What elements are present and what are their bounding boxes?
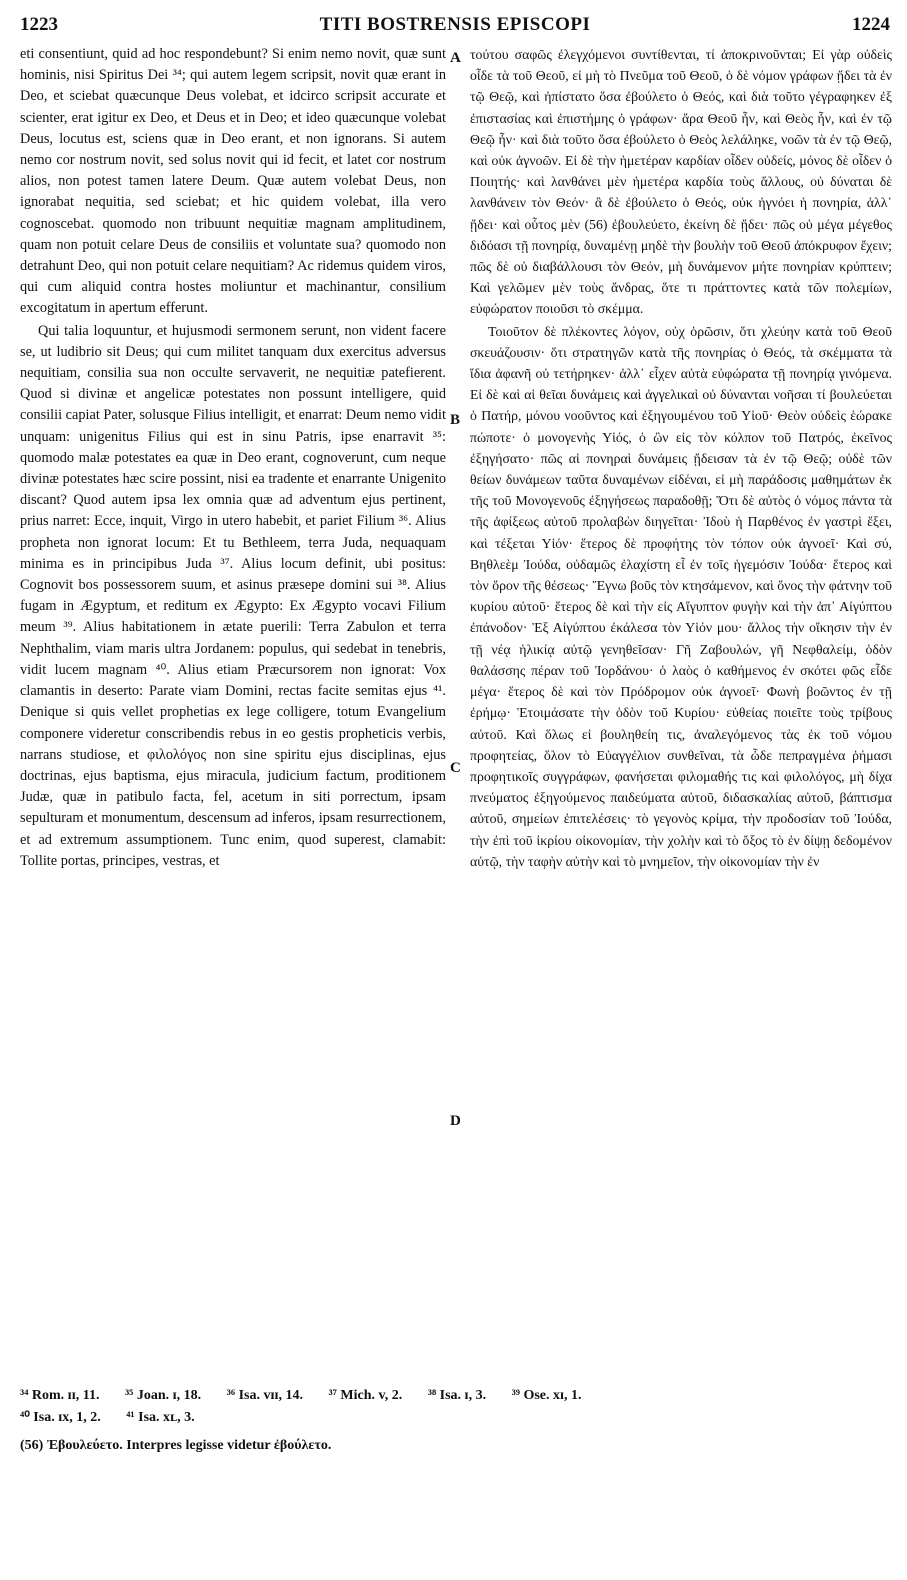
page-number-right: 1224 bbox=[852, 14, 890, 35]
footnote-35: ³⁵ Joan. ɪ, 18. bbox=[124, 1388, 202, 1403]
margin-marker-a: A bbox=[450, 50, 461, 66]
footnote-37: ³⁷ Mich. v, 2. bbox=[328, 1388, 403, 1403]
running-title: TITI BOSTRENSIS EPISCOPI bbox=[319, 14, 591, 35]
footnotes bbox=[20, 1385, 890, 1429]
footnote-41: ⁴¹ Isa. xʟ, 3. bbox=[126, 1410, 195, 1425]
footnote-34: ³⁴ Rom. ɪɪ, 11. bbox=[20, 1388, 100, 1403]
greek-paragraph-2: Τοιοῦτον δὲ πλέκοντες λόγον, οὐχ ὁρῶσιν, ὅτι χλεύην κατὰ τοῦ Θεοῦ σκευάζουσιν· ὅτι στρατηγῶν κατὰ τῆς πονηρίας ὁ Θεός, τὰ σκέμματα τὰ ἴδια ἀφανῆ οὐ τετήρηκεν· ἀλλ᾽ εἶχεν αὐτὰ εὐφώρατα τῇ πονηρίᾳ γινόμενα. Εἰ δὲ καὶ αἱ θεῖαι δυνάμεις καὶ ἀγγελικαὶ οὐ δύνανται νοῆσαι τί βουλεύεται ὁ Πατήρ, μόνου νοοῦντος καὶ ἐξηγουμένου τοῦ Υἱοῦ· Θεὸν οὐδεὶς ἑώρακε πώποτε· ὁ μονογενὴς Υἱός, ὁ ὢν εἰς τὸν κόλπον τοῦ Πατρός, ἐκεῖνος ἐξηγήσατο· πῶς αἱ πονηραὶ δυνάμεις ᾔδεισαν τὰ ἐν τῷ Θεῷ; οὐδὲ τῶν θείων δυνάμεων ταῦτα δυναμένων εἰδέναι, εἰ μὴ παράδοσις μαθημάτων ἐκ τῆς τοῦ Μονογενοῦς ἐξηγήσεως παραδοθῇ; Ὅτι δὲ αὐτὸς ὁ νόμος πάντα τὰ τῆς ἀφίξεως αὐτοῦ προλαβὼν διηγεῖται· Ἰδοὺ ἡ Παρθένος ἐν γαστρὶ ἕξει, καὶ τέξεται Υἱόν· ἕτερος δὲ προφήτης τὸν τόπον οὐκ ἀγνοεῖ· Καὶ σύ, Βηθλεὲμ Ἰούδα, οὐδαμῶς ἐλαχίστη εἶ ἐν τοῖς ἡγεμόσιν Ἰούδα· ἕτερος καὶ τὸν ὅρον τῆς θέσεως· Ἔγνω βοῦς τὸν κτησάμενον, καὶ ὄνος τὴν φάτνην τοῦ κυρίου αὐτοῦ· ἕτερος δὲ καὶ τὴν εἰς Αἴγυπτον φυγὴν καὶ τὴν ἀπ᾽ Αἰγύπτου ἐπάνοδον· Ἐξ Αἰγύπτου ἐκάλεσα τὸν Υἱόν μου· ἄλλος τὴν οἴκησιν τὴν ἐν τῇ νέᾳ ἡλικίᾳ αὐτῷ γενηθεῖσαν· Γῆ Ζαβουλών, γῆ Νεφθαλείμ, ὁδὸν θαλάσσης πέραν τοῦ Ἰορδάνου· ὁ λαὸς ὁ καθήμενος ἐν σκότει φῶς εἶδε μέγα· ἕτερος δὲ καὶ τὸν Πρόδρομον οὐκ ἀγνοεῖ· Φωνὴ βοῶντος ἐν τῇ ἐρήμῳ· Ἑτοιμάσατε τὴν ὁδὸν τοῦ Κυρίου· εὐθείας ποιεῖτε τοὺς τρίβους αὐτοῦ. Καὶ ὅλως εἰ βουληθείη τις, ἀναλεγόμενος τὰς ἐκ τοῦ νόμου προφητείας, ὅλον τὸ Εὐαγγέλιον συνθεῖναι, τὰ ὧδε πεπραγμένα ῥήμασι προφητικοῖς συγγράφων, φανήσεται φιλομαθής τις καὶ φιλολόγος, μὴ δίχα πνεύματος ἐξηγούμενος παιδεύματα αὐτοῦ, διδασκαλίας αὐτοῦ, βάπτισμα αὐτοῦ, σημείων ἐπιτελέσεις· τὸ γεγονὸς κρίμα, τὴν προδοσίαν τοῦ Ἰούδα, τὴν ἐπὶ τοῦ ἰκρίου οἰκονομίαν, τὴν χολὴν καὶ τὸ ὄξος τὸ ἐν δίψῃ δεδομένον αὐτῷ, τὴν ταφὴν αὐτὴν καὶ τὸ μνημεῖον, τὴν οἰκονομίαν τὴν ἐν bbox=[470, 323, 892, 869]
footnote-36: ³⁶ Isa. vɪɪ, 14. bbox=[226, 1388, 304, 1403]
footnote-38: ³⁸ Isa. ɪ, 3. bbox=[427, 1388, 487, 1403]
margin-marker-b: B bbox=[450, 412, 461, 428]
footnote-row-2 bbox=[20, 1407, 890, 1429]
greek-paragraph-1: τούτου σαφῶς ἐλεγχόμενοι συντίθενται, τί ἀποκρινοῦνται; Εἰ γὰρ οὐδεὶς οἶδε τὰ τοῦ Θεοῦ, εἰ μὴ τὸ Πνεῦμα τοῦ Θεοῦ, ὁ δὲ νόμον γράφων ᾔδει τὰ ἐν τῷ Θεῷ, καὶ ἠπίστατο ὅσα ἐβούλετο ὁ Θεός, καὶ διὰ τοῦτο γέγραφηκεν ἐξ ἐπιστασίας καὶ ἐπιστήμης ὁ γράφων· ἄρα Θεοῦ ἦν, καὶ Θεὸς ἦν, καὶ ἐν τῷ Θεῷ ἦν· καὶ διὰ τοῦτο ὅσα ἐβούλετο ὁ Θεὸς λελάληκε, νοῶν τὰ ἐν τῷ Θεῷ, καὶ οὐκ ἀγνοῶν. Εἰ δὲ τὴν ἡμετέραν καρδίαν οἶδεν οὐδείς, μόνος δὲ οἶδεν ὁ Ποιητής· καὶ λανθάνει μὲν ἡμετέρα καρδία τοὺς ἄλλους, οὐ δύναται δὲ λανθάνειν τὸν Θεόν· ἃ δὲ ἐβούλετο ὁ Θεός, οὐκ ἠγνόει ἡ πονηρία, ἀλλ᾽ ᾔδει· καὶ οὗτος μὲν (56) ἐβουλεύετο, ἐκείνη δὲ ᾔδει· πῶς οὐ μέγα μέγεθος διδόασι τῇ πονηρίᾳ, δυναμένῃ μηδὲ τὴν βουλὴν τοῦ Θεοῦ ἀπόκρυφον ἔχειν; πῶς δὲ οὐ διαβάλλουσι τὸν Θεόν, μὴ δυνάμενον μήτε πονηρίαν κρύπτειν; Καὶ γελῶμεν μὲν τοὺς ἄνδρας, ὅτε τι πράττοντες κατὰ τῶν πολεμίων, εὐφώρατον ποιοῦσι τὸ σκέμμα. bbox=[470, 47, 892, 317]
greek-column bbox=[470, 44, 892, 872]
page-header bbox=[20, 8, 890, 42]
margin-marker-c: C bbox=[450, 760, 461, 776]
latin-column bbox=[20, 44, 446, 872]
footnote-39: ³⁹ Ose. xɪ, 1. bbox=[511, 1388, 582, 1403]
footnote-40: ⁴⁰ Isa. ɪx, 1, 2. bbox=[20, 1410, 101, 1425]
page-number-left: 1223 bbox=[20, 14, 58, 35]
latin-paragraph-2: Qui talia loquuntur, et hujusmodi sermonem serunt, non vident facere se, ut ludibrio sit Deus; qui cum militet tanquam dux exercitus adversus nequitiam, consilia sua non occulte servaverit, ne nequitiæ patefierent. Quod si divinæ et angelicæ potestates non possunt intelligere, quid consilii capiat Pater, solusque Filius intelligit, et enarrat: Deum nemo vidit unquam: unigenitus Filius qui est in sinu Patris, ipse enarravit ³⁵: quomodo malæ potestates ea quæ in Deo erant, cognoverunt, cum neque divinæ potestates hæc scire possint, nisi ea tradente et enarrante Unigenito discant? Quod autem ipsa lex omnia quæ ad adventum ejus pertinent, prius narret: Ecce, inquit, Virgo in utero habebit, et pariet Filium ³⁶. Alius propheta non ignorat locum: Et tu Bethleem, terra Juda, nequaquam minima es in principibus Juda ³⁷. Alius locum definit, ubi positus: Cognovit bos possessorem suum, et asinus præsepe domini sui ³⁸. Alius fugam in Ægyptum, et reditum ex Ægypto: Ex Ægypto vocavi Filium meum ³⁹. Alius habitationem in ætate puerili: Terra Zabulon et terra Nephthalim, viam maris ultra Jordanem: populus, qui sedebat in tenebris, vidit lucem magnam ⁴⁰. Alius etiam Præcursorem non ignorat: Vox clamantis in deserto: Parate viam Domini, rectas facite semitas ejus ⁴¹. Denique si quis vellet prophetias ex lege colligere, totum Evangelium componere videretur conscribendis rebus in eo gestis propheticis verbis, narrans studiose, et φιλολόγος non sine spiritu ejus disciplinas, ejus doctrinas, ejus baptisma, ejus miracula, judicium factum, proditionem Judæ, quæ in patibulo facta, fel, acetum in siti porrectum, ipsam sepulturam et monumentum, descensum ad inferos, ipsam resurrectionem, et ad extremum assumptionem. Tunc enim, quod superest, clamabit: Tollite portas, principes, vestras, et bbox=[20, 322, 446, 869]
margin-marker-d: D bbox=[450, 1113, 461, 1129]
footnote-row-1 bbox=[20, 1385, 890, 1407]
latin-paragraph-1: eti consentiunt, quid ad hoc respondebunt? Si enim nemo novit, quæ sunt hominis, nisi Spiritus Dei ³⁴; qui autem legem scripsit, novit quæ erant in Deo, et sciebat quæcunque Deus volebat, et idcirco scripsit accurate et scienter, erat igitur ex Deo, et Deus et in Deo; et ideo quæcunque volebat Deus, locutus est, sciens quæ in Deo erant, et non ignorans. Si autem nemo cor nostrum novit, sed solus novit qui id fecit, et latet cor nostrum alios, non potest tamen latere Deum. Quæ autem volebat Deus, non ignorabat nequitia, sed sciebat; et hic quidem volebat, illa vero cognoscebat. quomodo non tribuunt nequitiæ magnam amplitudinem, quam non potuit celare Deus de consiliis et voluntate sua? quomodo non detrahunt Deo, qui non potuit celare nequitiam? Ac ridemus quidem viros, qui cum aliquid contra hostes moliuntur et machinantur, consilium excogitatum in apertum efferunt. bbox=[20, 46, 446, 317]
editorial-note-56: (56) Ἐβουλεύετο. Interpres legisse videtur ἐβούλετο. bbox=[20, 1438, 332, 1453]
